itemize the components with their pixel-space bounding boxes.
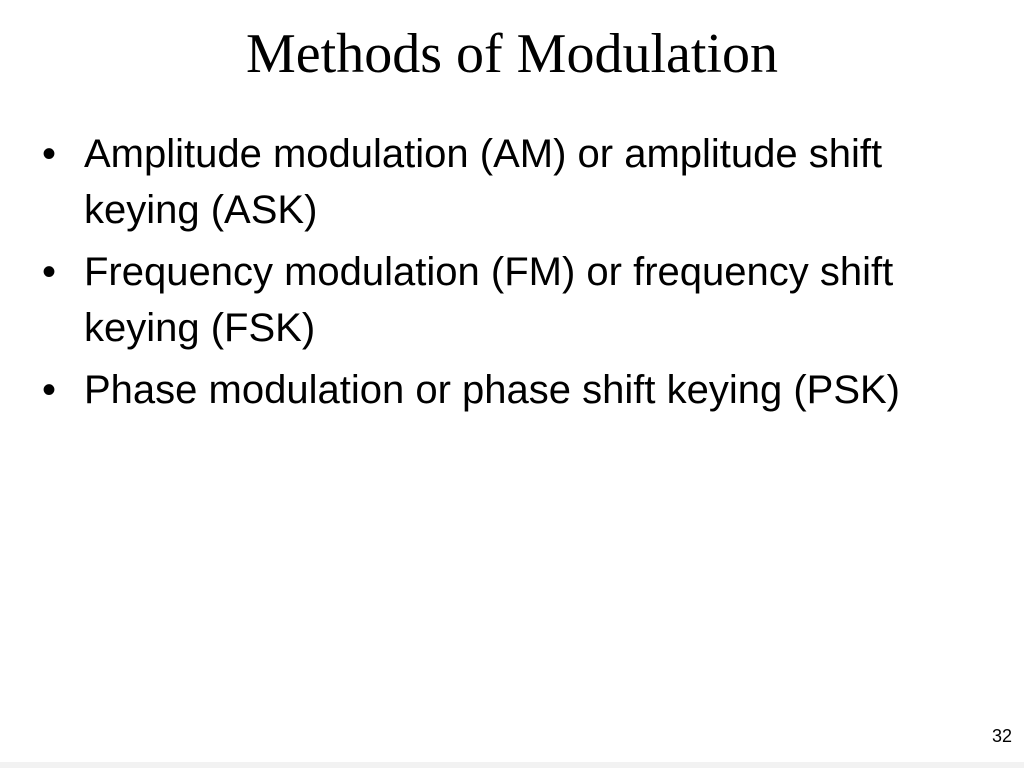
bullet-marker: •: [42, 368, 57, 412]
bullet-text: Frequency modulation (FM) or frequency shift keying (FSK): [84, 250, 894, 350]
bullet-list: [42, 126, 1002, 424]
bullet-item-am-ask: [42, 126, 1002, 238]
bullet-marker: •: [42, 250, 57, 294]
bullet-marker: •: [42, 132, 57, 176]
bullet-text: Amplitude modulation (AM) or amplitude shift keying (ASK): [84, 132, 883, 232]
slide-title: Methods of Modulation: [246, 23, 778, 85]
bullet-item-fm-fsk: [42, 244, 1002, 356]
bullet-item-pm-psk: [42, 362, 1002, 418]
bullet-text: Phase modulation or phase shift keying (PSK): [84, 368, 900, 412]
bottom-divider: [0, 762, 1024, 768]
page-number: 32: [991, 726, 1012, 746]
